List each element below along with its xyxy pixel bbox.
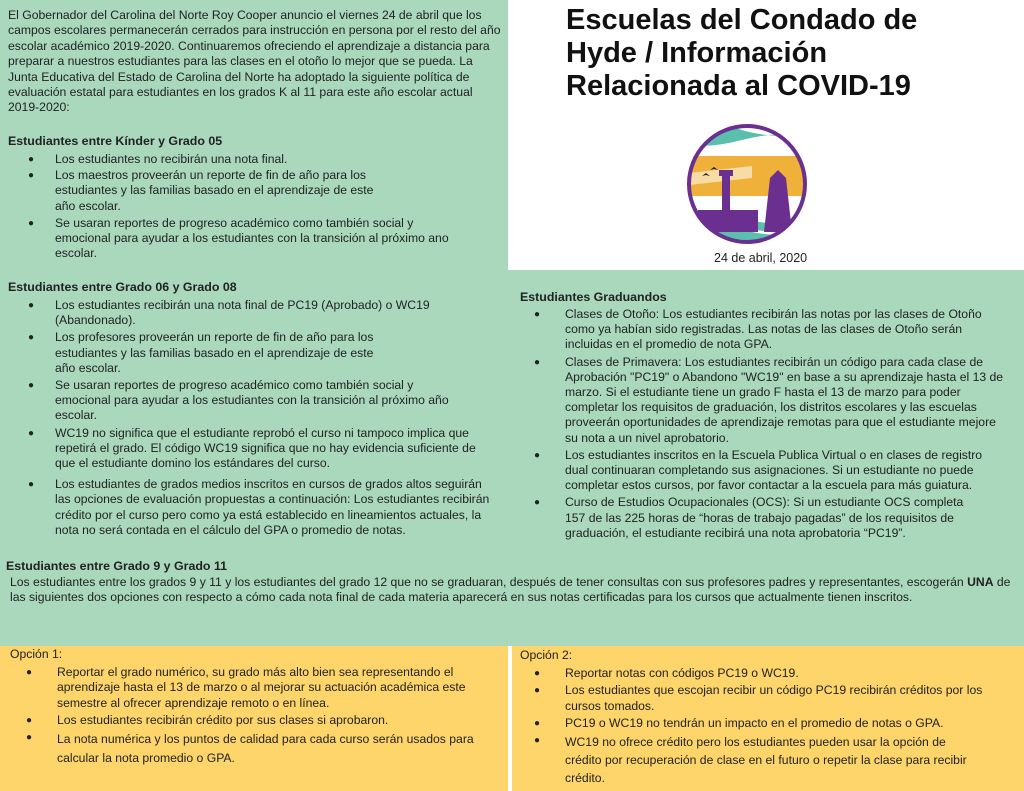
g911-paragraph — [10, 575, 1016, 605]
list-item — [520, 683, 1015, 713]
bullet-icon: ● — [28, 170, 35, 182]
list-item — [520, 307, 983, 353]
list-item-text: Los estudiantes recibirán una nota final de PC19 (Aprobado) o WC19 (Abandonado). — [55, 298, 430, 328]
g911-text-2: de las siguientes dos opciones con respecto a cómo cada nota final de cada materia aparecerá en sus notas certificadas para los cursos que actualmente tienen inscritos. — [10, 575, 1011, 605]
option1-heading: Opción 1: — [10, 647, 63, 661]
list-item-text: PC19 o WC19 no tendrán un impacto en el promedio de notas o GPA. — [565, 715, 944, 730]
bullet-icon: ● — [534, 717, 541, 729]
list-item — [10, 713, 487, 728]
bullet-icon: ● — [26, 732, 33, 744]
g68-heading: Estudiantes entre Grado 06 y Grado 08 — [8, 280, 237, 294]
bullet-icon: ● — [534, 685, 541, 697]
list-item — [520, 716, 1015, 731]
list-item — [520, 666, 1015, 681]
g68-section — [8, 280, 502, 538]
k5-heading: Estudiantes entre Kínder y Grado 05 — [8, 134, 223, 148]
list-item-text: Reportar el grado numérico, su grado más alto bien sea representando el aprendizaje hasta el 13 de marzo o al mejorar su actuación académica este semestre al ofrecer aprendizaje remoto o en línea. — [57, 665, 466, 710]
grad-heading: Estudiantes Graduandos — [520, 290, 667, 304]
grad-list — [520, 307, 1016, 541]
option1-list — [10, 665, 502, 768]
bullet-icon: ● — [534, 449, 541, 461]
list-item-text: Los estudiantes inscritos en la Escuela Publica Virtual o en clases de registro dual continuaran completando sus asignaciones. Si un estudiante no puede completar estos cursos, por favor contactar a la escuela para más guiatura. — [565, 447, 983, 493]
grad-section — [520, 290, 1016, 541]
k5-list — [8, 152, 502, 261]
date-label: 24 de abril, 2020 — [714, 251, 808, 265]
list-item — [8, 168, 395, 214]
list-item-text: Los estudiantes recibirán crédito por sus clases si aprobaron. — [57, 712, 389, 727]
bullet-icon: ● — [28, 332, 35, 344]
bullet-icon: ● — [28, 217, 35, 229]
list-item — [520, 733, 985, 787]
g68-list — [8, 298, 502, 538]
page-title: Escuelas del Condado de Hyde / Información Relacionada al COVID-19 — [566, 4, 918, 102]
list-item — [520, 495, 985, 541]
list-item-text: WC19 no significa que el estudiante reprobó el curso ni tampoco implica que repetirá el grado. El código WC19 significa que no hay evidencia suficiente de que el estudiante domino los estándares del curso. — [55, 425, 476, 471]
list-item — [8, 330, 395, 376]
list-item-text: WC19 no ofrece crédito pero los estudiantes pueden usar la opción de crédito por recuperación de clase en el futuro o repetir la clase para recibir crédito. — [565, 735, 967, 786]
option2-section — [520, 648, 1016, 787]
list-item-text: Los profesores proveerán un reporte de fin de año para los estudiantes y las familias basado en el aprendizaje de este año escolar. — [55, 330, 374, 375]
k5-section — [8, 134, 502, 261]
list-item-text: Reportar notas con códigos PC19 o WC19. — [565, 666, 799, 681]
list-item-text: Se usaran reportes de progreso académico como también social y emocional para ayudar a los estudiantes con la transición al próximo ano escolar. — [55, 215, 449, 261]
list-item-text: Los estudiantes que escojan recibir un código PC19 recibirán créditos por los cursos tomados. — [565, 683, 983, 713]
option2-heading: Opción 2: — [520, 648, 573, 662]
bullet-icon: ● — [26, 667, 33, 679]
g911-text-1: Los estudiantes entre los grados 9 y 11 y los estudiantes del grado 12 que no se graduaran, después de tener consultas con sus profesores padres y representantes, escogerán — [10, 575, 968, 589]
bullet-icon: ● — [534, 668, 541, 680]
list-item-text: Los maestros proveerán un reporte de fin de año para los estudiantes y las familias basado en el aprendizaje de este año escolar. — [55, 168, 374, 213]
g911-section — [6, 559, 1016, 605]
bullet-icon: ● — [28, 427, 35, 439]
list-item-text: Clases de Primavera: Los estudiantes recibirán un código para cada clase de Aprobación "PC19" o Abandono "WC19" en base a su aprendizaje hasta el 13 de marzo. Si el estudiante tiene un grado F hasta el 13 de marzo para poder completar los requisitos de graduación, los distritos escolares y las escuelas proveerán oportunidades de aprendizaje remotas para que el estudiante mejore su nota a un nivel aprobatorio. — [565, 354, 1004, 445]
bullet-icon: ● — [28, 300, 35, 311]
list-item — [8, 152, 415, 167]
list-item-text: Curso de Estudios Ocupacionales (OCS): Si un estudiante OCS completa 157 de las 225 horas de “horas de trabajo pagadas” de los requisitos de graduación, el estudiante recibirá una nota aprobatoria “PC19”. — [565, 495, 964, 540]
option2-list — [520, 666, 1016, 787]
list-item — [8, 477, 495, 538]
bullet-icon: ● — [28, 154, 35, 165]
list-item-text: Clases de Otoño: Los estudiantes recibirán las notas por las clases de Otoño como ya habían sido registradas. Las notas de las clases de Otoño serán incluidas en el promedio de nota GPA. — [565, 307, 982, 352]
list-item — [8, 378, 455, 424]
bullet-icon: ● — [534, 309, 541, 320]
bullet-icon: ● — [28, 479, 35, 491]
list-item — [520, 355, 1007, 446]
lighthouse-icon — [662, 118, 832, 246]
g911-text-bold: UNA — [967, 575, 994, 589]
list-item — [10, 730, 477, 768]
list-item — [8, 426, 497, 472]
intro-paragraph: El Gobernador del Carolina del Norte Roy Cooper anuncio el viernes 24 de abril que los campos escolares permanecerán cerrados para instrucción en persona por el resto del año escolar académico 2019-2020. Continuaremos ofreciendo el aprendizaje a distancia para preparar a nuestros estudiantes para las clases en el otoño lo mejor que se pueda. La Junta Educativa del Estado de Carolina del Norte ha adoptado la siguiente política de evaluación estatal para estudiantes en los grados K al 11 para este año escolar actual 2019-2020: — [8, 8, 501, 115]
option1-section — [10, 647, 502, 768]
bullet-icon: ● — [534, 356, 541, 368]
g911-heading: Estudiantes entre Grado 9 y Grado 11 — [6, 559, 228, 573]
list-item-text: Los estudiantes no recibirán una nota final. — [55, 152, 288, 166]
bullet-icon: ● — [28, 380, 35, 392]
list-item — [10, 665, 487, 711]
list-item — [8, 298, 430, 328]
list-item — [8, 216, 455, 262]
bullet-icon: ● — [26, 714, 33, 726]
bullet-icon: ● — [534, 735, 541, 747]
list-item-text: Se usaran reportes de progreso académico como también social y emocional para ayudar a los estudiantes con la transición al próximo año escolar. — [55, 378, 449, 423]
list-item-text: La nota numérica y los puntos de calidad para cada curso serán usados para calcular la nota promedio o GPA. — [57, 732, 474, 766]
lighthouse-logo — [662, 118, 832, 246]
list-item-text: Los estudiantes de grados medios inscritos en cursos de grados altos seguirán las opciones de evaluación propuestas a continuación: Los estudiantes recibirán crédito por el curso pero como ya está establecido en lineamientos actuales, la nota no será contada en el cálculo del GPA o promedio de notas. — [55, 477, 490, 537]
bullet-icon: ● — [534, 497, 541, 509]
list-item — [520, 448, 1005, 494]
